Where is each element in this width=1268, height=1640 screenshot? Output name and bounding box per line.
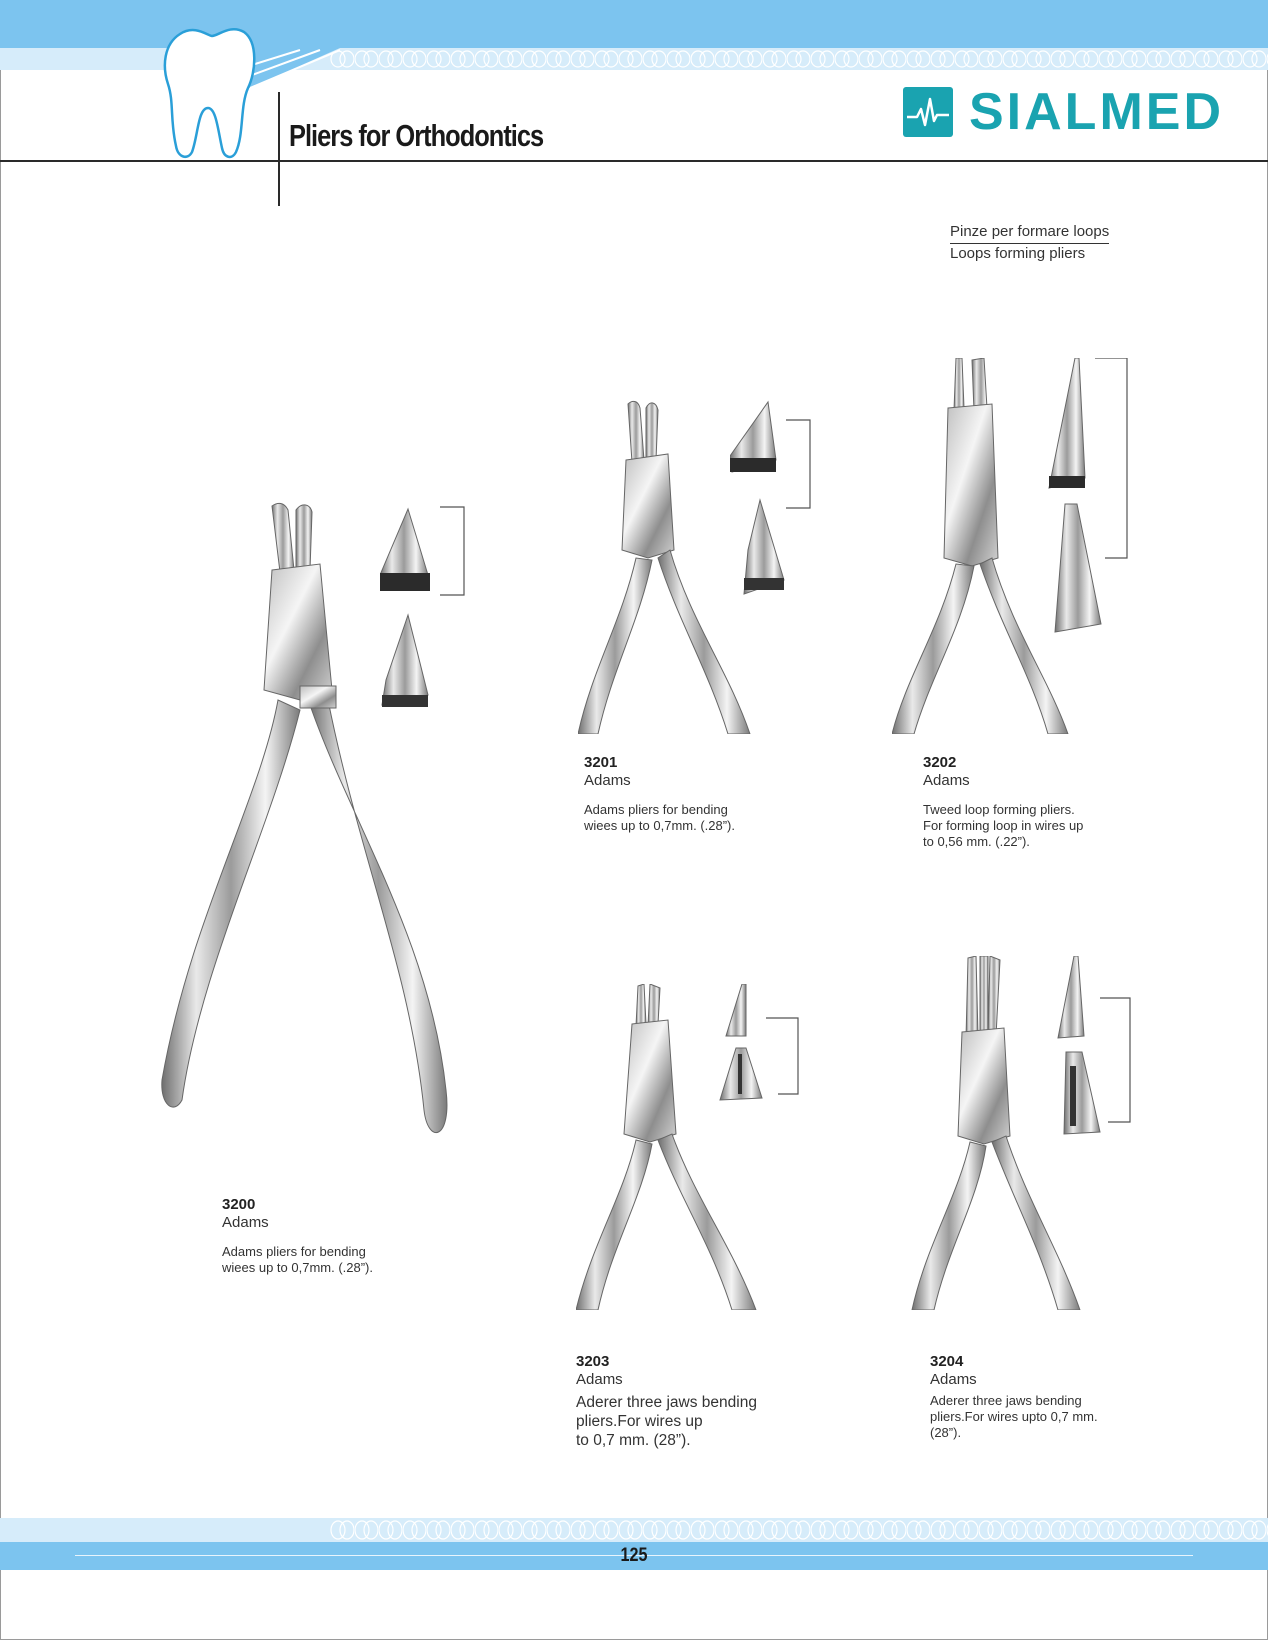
product-3203 [576,1353,757,1450]
product-code: 3203 [576,1353,610,1370]
product-3200 [222,1196,373,1276]
product-description: Tweed loop forming pliers. For forming loop in wires up to 0,56 mm. (.22”). [923,802,1084,849]
product-description: Adams pliers for bending wiees up to 0,7mm. (.28”). [584,802,735,833]
product-3201 [584,754,735,834]
product-3202 [923,754,1083,850]
product-name: Adams [576,1371,623,1388]
product-code: 3201 [584,754,618,771]
tooth-icon [160,26,260,160]
page-title: Pliers for Orthodontics [289,118,544,153]
jaw-detail-3201 [730,400,820,600]
product-name: Adams [584,772,631,789]
brand-name: SIALMED [969,83,1224,141]
jaw-detail-3202 [1045,358,1135,638]
product-code: 3204 [930,1353,964,1370]
page-number: 125 [620,1545,648,1566]
product-description: Aderer three jaws bending pliers.For wires upto 0,7 mm. (28”). [930,1393,1098,1440]
header-rule [0,160,1268,162]
product-name: Adams [222,1214,269,1231]
header-vertical-rule [278,92,280,206]
product-description: Adams pliers for bending wiees up to 0,7mm. (.28”). [222,1244,373,1275]
jaw-detail-3204 [1056,956,1136,1136]
section-caption-italian: Pinze per formare loops [950,222,1109,244]
header-strip-pattern [330,50,1268,68]
section-caption-english: Loops forming pliers [950,245,1086,262]
jaw-detail-3203 [716,984,802,1104]
product-code: 3200 [222,1196,256,1213]
product-3204 [930,1353,1098,1441]
product-name: Adams [930,1371,977,1388]
footer-strip-pattern [330,1520,1268,1540]
product-code: 3202 [923,754,957,771]
brand-logo [903,84,1224,140]
section-caption [950,222,1109,264]
product-name: Adams [923,772,970,789]
heartbeat-logo-icon [903,87,953,137]
jaw-detail-3200 [380,505,470,715]
product-description: Aderer three jaws bending pliers.For wires up to 0,7 mm. (28”). [576,1394,757,1449]
